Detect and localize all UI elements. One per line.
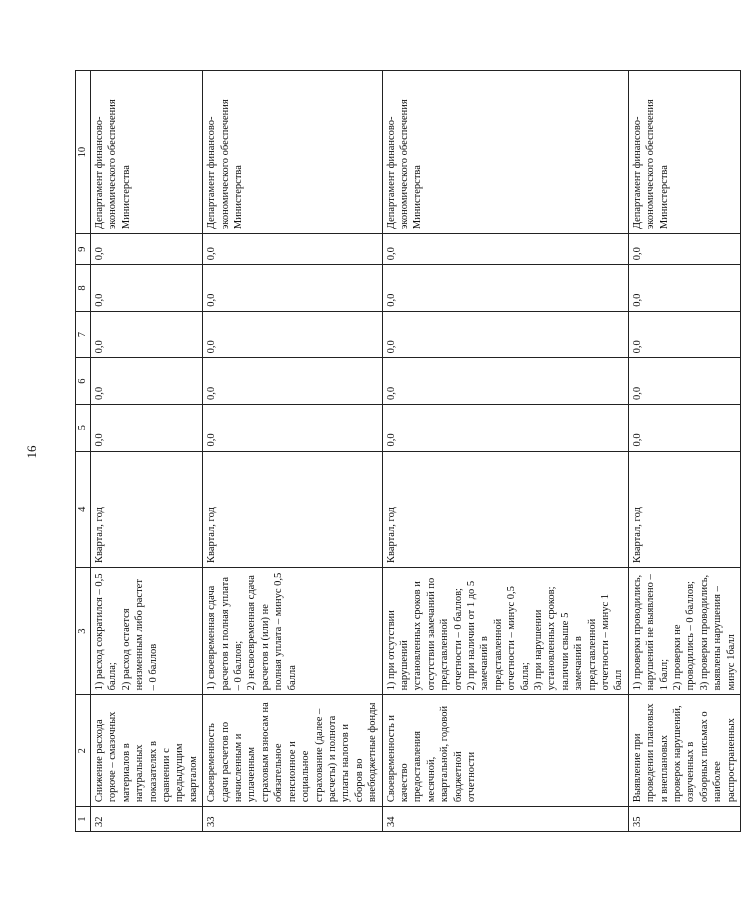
rotated-table-container [75,70,737,832]
col-header: 6 [76,358,91,405]
value-cell: 0,0 [91,358,203,405]
col-header: 3 [76,568,91,695]
value-cell: 0,0 [628,265,740,312]
col-header: 2 [76,695,91,807]
department-cell: Департамент финансово-экономического обеспечения Министерства [203,71,382,234]
table-row [203,71,382,832]
col-header: 5 [76,404,91,451]
table-row [628,71,740,832]
criteria-cell: 1) при отсутствии нарушений установленных сроков и отсутствии замечаний по представленной отчетности – 0 баллов; 2) при наличии от 1 до 5 замечаний в представленной отчетности – минус 0,5 балла; 3) при нарушении установленных сроков; наличии свыше 5 замечаний в представленной отчетности – минус 1 балл [382,568,628,695]
header-row [76,71,91,832]
period-cell: Квартал, год [628,451,740,567]
row-number: 35 [628,807,740,832]
value-cell: 0,0 [628,234,740,265]
value-cell: 0,0 [203,358,382,405]
col-header: 9 [76,234,91,265]
value-cell: 0,0 [91,265,203,312]
department-cell: Департамент финансово-экономического обеспечения Министерства [91,71,203,234]
value-cell: 0,0 [382,404,628,451]
criteria-table [75,70,741,832]
indicator-cell: Выявление при проведении плановых и внеплановых проверок нарушений, озвученных в обзорных письмах о наиболее распространенных [628,695,740,807]
value-cell: 0,0 [203,234,382,265]
value-cell: 0,0 [203,404,382,451]
col-header: 8 [76,265,91,312]
value-cell: 0,0 [628,311,740,358]
value-cell: 0,0 [382,234,628,265]
value-cell: 0,0 [382,358,628,405]
col-header: 7 [76,311,91,358]
value-cell: 0,0 [628,404,740,451]
row-number: 32 [91,807,203,832]
department-cell: Департамент финансово-экономического обеспечения Министерства [382,71,628,234]
value-cell: 0,0 [203,265,382,312]
col-header: 1 [76,807,91,832]
period-cell: Квартал, год [91,451,203,567]
criteria-cell: 1) расход сократился – 0,5 балла; 2) расход остается неизменным либо растет – 0 баллов [91,568,203,695]
value-cell: 0,0 [382,265,628,312]
col-header: 4 [76,451,91,567]
value-cell: 0,0 [203,311,382,358]
value-cell: 0,0 [382,311,628,358]
rotated-table-area [75,70,737,832]
table-row [91,71,203,832]
row-number: 34 [382,807,628,832]
value-cell: 0,0 [91,234,203,265]
department-cell: Департамент финансово-экономического обеспечения Министерства [628,71,740,234]
row-number: 33 [203,807,382,832]
indicator-cell: Своевременность и качество предоставления месячной, квартальной, годовой бюджетной отчетности [382,695,628,807]
page-number: 16 [24,445,39,459]
period-cell: Квартал, год [382,451,628,567]
indicator-cell: Снижение расхода горюче – смазочных материалов в натуральных показателях в сравнении с предыдущим кварталом [91,695,203,807]
value-cell: 0,0 [91,404,203,451]
value-cell: 0,0 [628,358,740,405]
col-header: 10 [76,71,91,234]
indicator-cell: Своевременность сдачи расчетов по начисленным и уплаченным страховым взносам на обязательное пенсионное и социальное страхование (далее – расчеты) и полнота уплаты налогов и сборов во внебюджетные фонды [203,695,382,807]
criteria-cell: 1) своевременная сдача расчетов и полная уплата – 0 баллов; 2) несвоевременная сдача расчетов и (или) не полная уплата – минус 0,5 балла [203,568,382,695]
criteria-cell: 1) проверки проводились, нарушений не выявлено – 1 балл; 2) проверки не проводились – 0 баллов; 3) проверки проводились, выявлены нарушения – минус 1балл [628,568,740,695]
table-row [382,71,628,832]
period-cell: Квартал, год [203,451,382,567]
value-cell: 0,0 [91,311,203,358]
